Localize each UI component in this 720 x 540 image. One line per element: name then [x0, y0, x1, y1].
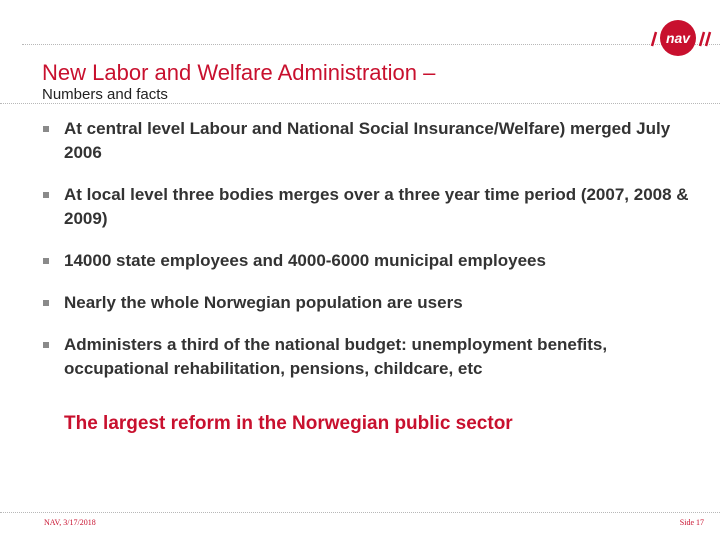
- bullet-marker-icon: [43, 300, 49, 306]
- slide-subtitle: Numbers and facts: [42, 86, 168, 103]
- title-divider: [0, 103, 720, 104]
- slide-title: New Labor and Welfare Administration –: [42, 60, 436, 85]
- bullet-text: 14000 state employees and 4000-6000 municipal employees: [64, 251, 546, 270]
- bullet-list: [42, 117, 702, 381]
- bullet-text: Administers a third of the national budget: unemployment benefits, occupational rehabilitation, pensions, childcare, etc: [64, 335, 608, 378]
- nav-logo: [650, 18, 716, 58]
- bullet-item: [42, 249, 702, 273]
- bullet-marker-icon: [43, 192, 49, 198]
- bullet-marker-icon: [43, 126, 49, 132]
- bullet-marker-icon: [43, 258, 49, 264]
- bullet-marker-icon: [43, 342, 49, 348]
- page-number: Side 17: [679, 518, 704, 527]
- bullet-item: [42, 333, 702, 381]
- bullet-item: [42, 183, 702, 231]
- bullet-item: [42, 291, 702, 315]
- footer-divider: [0, 512, 720, 513]
- bullet-text: At central level Labour and National Social Insurance/Welfare) merged July 2006: [64, 119, 671, 162]
- logo-text: nav: [665, 30, 691, 46]
- bullet-text: At local level three bodies merges over a three year time period (2007, 2008 & 2009): [64, 185, 689, 228]
- bullet-item: [42, 117, 702, 165]
- bullet-text: Nearly the whole Norwegian population are users: [64, 293, 463, 312]
- highlight-statement: The largest reform in the Norwegian public sector: [64, 413, 513, 434]
- top-divider: [22, 44, 720, 45]
- footer-date: NAV, 3/17/2018: [44, 518, 96, 527]
